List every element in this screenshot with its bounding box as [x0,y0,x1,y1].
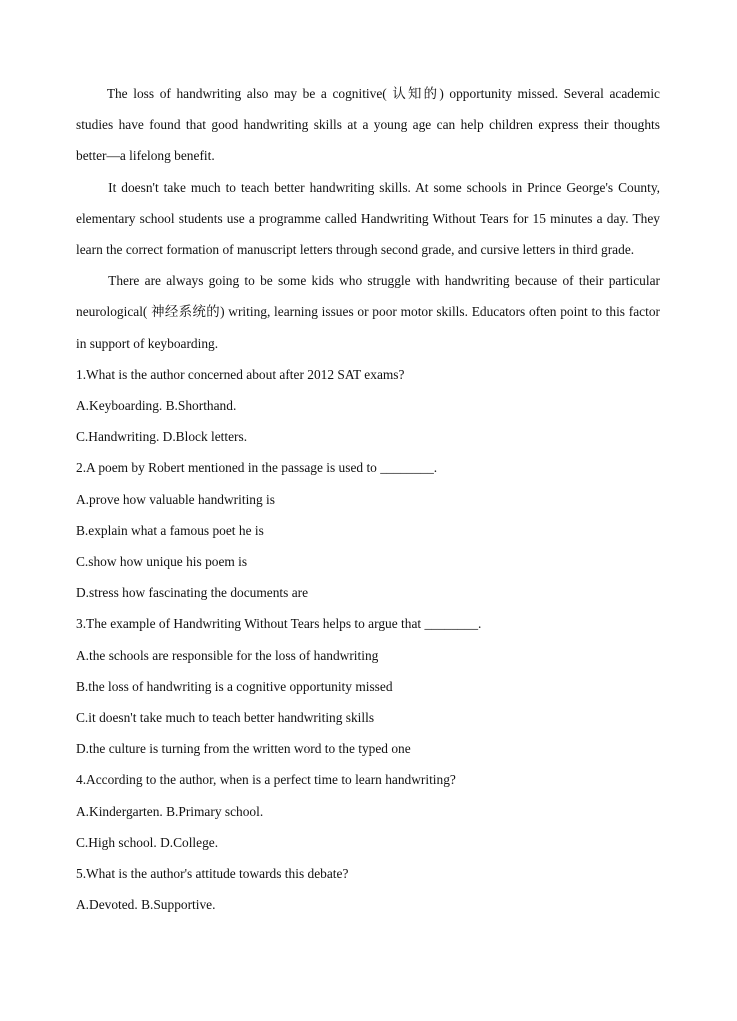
question-2-option-b: B.explain what a famous poet he is [76,522,264,538]
question-5-stem: 5.What is the author's attitude towards this debate? [76,866,349,882]
question-3-option-b: B.the loss of handwriting is a cognitive opportunity missed [76,678,393,694]
question-2-option-c: C.show how unique his poem is [76,554,248,570]
question-3-option-d: D.the culture is turning from the written word to the typed one [76,741,411,757]
passage-paragraph-1: The loss of handwriting also may be a cognitive( 认知的) opportunity missed. Several academic studies have found that good handwriting skills at a young age can help children express their thoughts better—a lifelong benefit. [76,86,660,164]
question-5 [76,858,660,920]
question-3-option-a: A.the schools are responsible for the loss of handwriting [76,647,379,663]
question-4-options-line-1: A.Kindergarten. B.Primary school. [76,803,264,819]
question-3 [76,608,660,764]
passage-paragraph-2: It doesn't take much to teach better handwriting skills. At some schools in Prince George's County, elementary school students use a programme called Handwriting Without Tears for 15 minutes a day. They learn the correct formation of manuscript letters through second grade, and cursive letters in third grade. [76,179,660,258]
document-content [76,78,660,920]
question-5-options-line-1: A.Devoted. B.Supportive. [76,897,216,913]
question-1-options-line-2: C.Handwriting. D.Block letters. [76,429,248,445]
question-3-option-c: C.it doesn't take much to teach better handwriting skills [76,710,375,726]
question-4-stem: 4.According to the author, when is a perfect time to learn handwriting? [76,772,456,788]
question-4-options-line-2: C.High school. D.College. [76,834,219,850]
question-1-stem: 1.What is the author concerned about after 2012 SAT exams? [76,366,405,382]
passage-paragraph-3: There are always going to be some kids who struggle with handwriting because of their particular neurological( 神经系统的) writing, learning issues or poor motor skills. Educators often point to this factor in support of keyboarding. [76,273,660,351]
question-2-option-a: A.prove how valuable handwriting is [76,491,275,507]
question-2-stem: 2.A poem by Robert mentioned in the passage is used to ________. [76,460,438,476]
question-3-stem: 3.The example of Handwriting Without Tears helps to argue that ________. [76,616,482,632]
question-1-options-line-1: A.Keyboarding. B.Shorthand. [76,398,237,414]
question-4 [76,764,660,858]
question-1 [76,359,660,453]
question-2-option-d: D.stress how fascinating the documents are [76,585,309,601]
question-2 [76,452,660,608]
